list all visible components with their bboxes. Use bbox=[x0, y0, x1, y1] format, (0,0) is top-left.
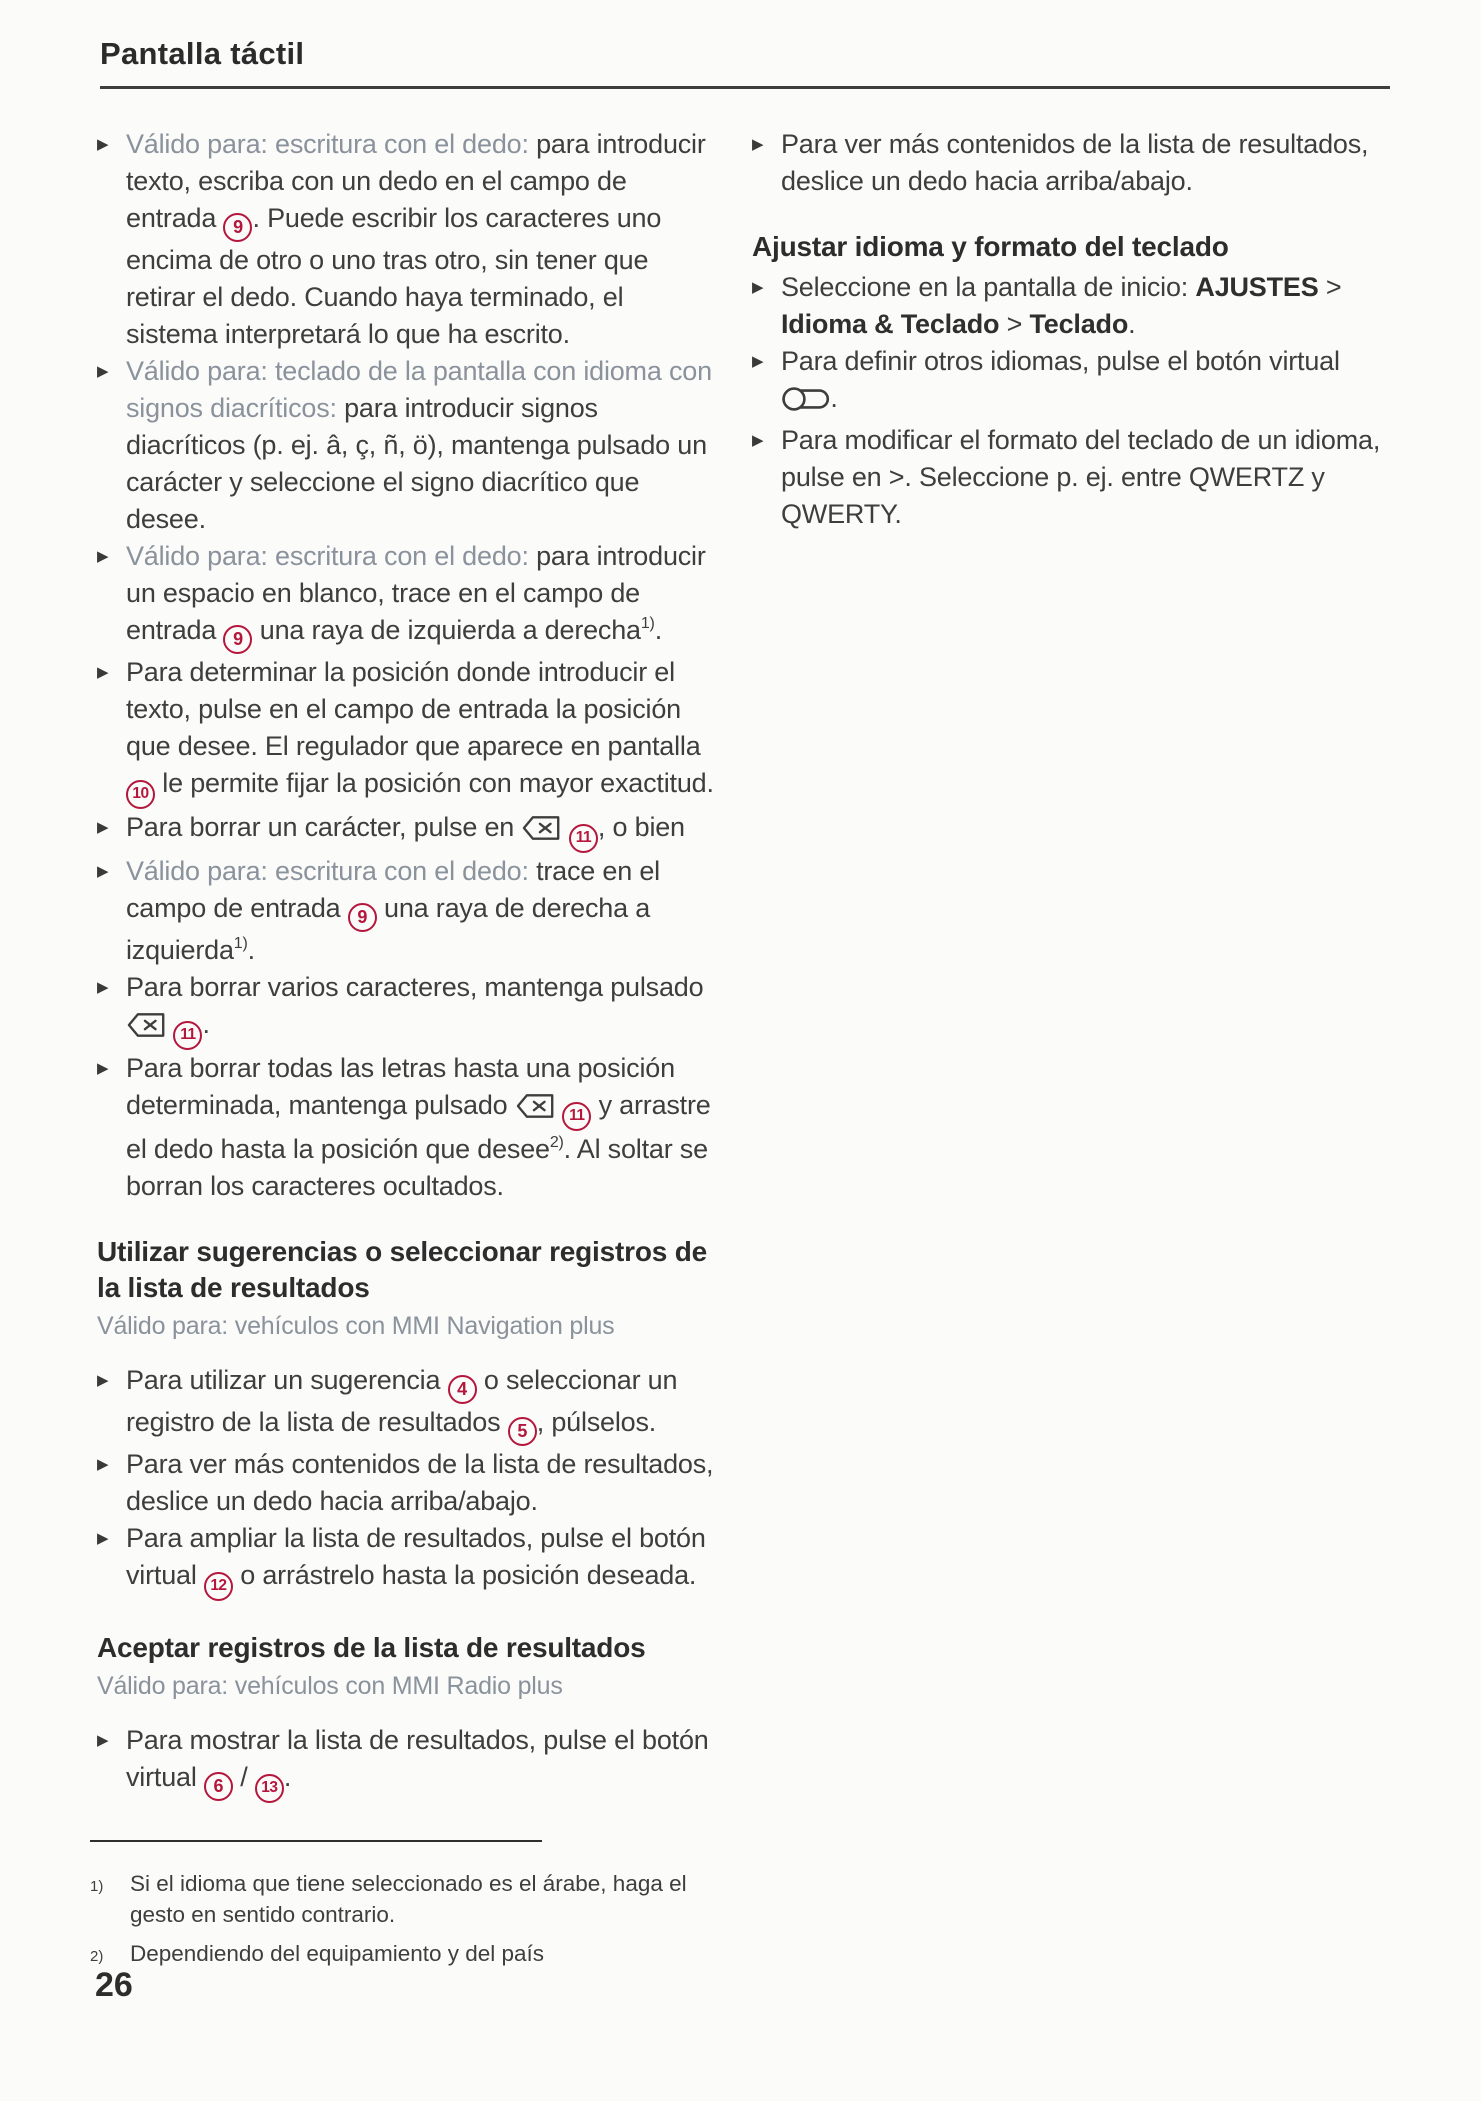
footnote-rule bbox=[90, 1840, 542, 1842]
bullet-item bbox=[97, 538, 722, 654]
bullet-triangle-icon: ▶ bbox=[97, 1530, 109, 1547]
callout-6-badge: 6 bbox=[204, 1772, 233, 1801]
bullet-triangle-icon: ▶ bbox=[97, 1372, 109, 1389]
page-number: 26 bbox=[95, 1966, 133, 2004]
bullet-group-text-input bbox=[97, 126, 722, 1205]
bullet-item bbox=[97, 654, 722, 809]
callout-9-badge: 9 bbox=[348, 903, 377, 932]
bullet-triangle-icon: ▶ bbox=[97, 863, 109, 880]
bullet-triangle-icon: ▶ bbox=[97, 979, 109, 996]
text-run: . bbox=[1128, 309, 1136, 339]
text-run: Para ampliar la lista de resultados, pulse el botón virtual bbox=[126, 1523, 706, 1590]
bullet-item bbox=[97, 126, 722, 353]
bullet-group-continued bbox=[752, 126, 1392, 200]
bullet-text bbox=[126, 972, 704, 1043]
bullet-triangle-icon: ▶ bbox=[97, 1060, 109, 1077]
callout-9-badge: 9 bbox=[223, 625, 252, 654]
section-title-keyboard: Ajustar idioma y formato del teclado bbox=[752, 231, 1229, 262]
bullet-text bbox=[126, 1365, 678, 1441]
bullet-text bbox=[126, 356, 712, 534]
left-column bbox=[97, 126, 722, 1803]
callout-13-badge: 13 bbox=[255, 1774, 284, 1803]
right-column bbox=[752, 126, 1392, 533]
bullet-triangle-icon: ▶ bbox=[97, 664, 109, 681]
callout-4-badge: 4 bbox=[448, 1375, 477, 1404]
bullet-text bbox=[126, 129, 706, 349]
bullet-item bbox=[97, 969, 722, 1050]
bullet-item bbox=[97, 353, 722, 538]
footnote-2 bbox=[90, 1938, 690, 1969]
bullet-triangle-icon: ▶ bbox=[752, 432, 764, 449]
header-rule bbox=[100, 86, 1390, 89]
backspace-icon bbox=[515, 1092, 555, 1129]
callout-12-badge: 12 bbox=[204, 1572, 233, 1601]
bullet-text bbox=[126, 1523, 706, 1594]
text-run: . Puede escribir los caracteres uno encima de otro o uno tras otro, sin tener que retirar el dedo. Cuando haya terminado, el sistema interpretará lo que ha escrito. bbox=[126, 203, 662, 349]
bullet-text bbox=[126, 812, 685, 846]
text-run: . bbox=[283, 1762, 292, 1792]
text-run: Para mostrar la lista de resultados, pulse el botón virtual bbox=[126, 1725, 709, 1792]
text-run bbox=[562, 812, 569, 842]
text-run: y arrastre el dedo hasta la posición que desee bbox=[126, 1090, 711, 1164]
text-run: Para utilizar un sugerencia bbox=[126, 1365, 448, 1395]
callout-10-badge: 10 bbox=[126, 780, 155, 809]
bullet-item bbox=[752, 269, 1392, 343]
bullet-text bbox=[781, 346, 1340, 413]
text-run bbox=[166, 1009, 173, 1039]
footnote-1 bbox=[90, 1868, 690, 1930]
footnote-reference: 1) bbox=[233, 935, 248, 952]
bullet-text bbox=[126, 1449, 713, 1516]
text-run: una raya de derecha a izquierda bbox=[126, 893, 651, 965]
bullet-text bbox=[126, 1725, 709, 1796]
text-run: para introducir texto, escriba con un dedo en el campo de entrada bbox=[126, 129, 706, 233]
bullet-item bbox=[97, 1722, 722, 1803]
page-title: Pantalla táctil bbox=[100, 36, 305, 71]
text-run: Para borrar un carácter, pulse en bbox=[126, 812, 522, 842]
valid-for-inline-label: Válido para: escritura con el dedo: bbox=[126, 541, 537, 571]
text-run bbox=[555, 1090, 562, 1120]
bullet-triangle-icon: ▶ bbox=[752, 279, 764, 296]
bullet-triangle-icon: ▶ bbox=[97, 363, 109, 380]
bullet-item bbox=[97, 809, 722, 853]
bullet-item bbox=[752, 422, 1392, 533]
bullet-item bbox=[97, 1362, 722, 1446]
text-run: > bbox=[999, 309, 1030, 339]
text-run: . bbox=[654, 615, 662, 645]
callout-5-badge: 5 bbox=[508, 1417, 537, 1446]
bullet-item bbox=[752, 126, 1392, 200]
text-run: . bbox=[247, 935, 255, 965]
text-run: . Al soltar se borran los caracteres ocultados. bbox=[126, 1134, 708, 1201]
text-run: le permite fijar la posición con mayor exactitud. bbox=[155, 768, 714, 798]
callout-9-badge: 9 bbox=[223, 213, 252, 242]
bullet-item bbox=[97, 853, 722, 969]
bullet-text bbox=[781, 129, 1368, 196]
section-title-accept: Aceptar registros de la lista de resultados bbox=[97, 1632, 646, 1663]
menu-path-segment: AJUSTES bbox=[1195, 272, 1319, 302]
text-run: / bbox=[232, 1762, 255, 1792]
footnote-reference: 1) bbox=[640, 615, 655, 632]
valid-for-inline-label: Válido para: escritura con el dedo: bbox=[126, 129, 537, 159]
footnote-2-text: Dependiendo del equipamiento y del país bbox=[130, 1941, 545, 1966]
bullet-triangle-icon: ▶ bbox=[97, 136, 109, 153]
footnote-1-text: Si el idioma que tiene seleccionado es el árabe, haga el gesto en sentido contrario. bbox=[130, 1871, 687, 1927]
bullet-item bbox=[97, 1446, 722, 1520]
bullet-triangle-icon: ▶ bbox=[752, 136, 764, 153]
text-run: . bbox=[202, 1009, 210, 1039]
bullet-group-accept bbox=[97, 1722, 722, 1803]
footnote-2-marker: 2) bbox=[90, 1948, 104, 1965]
text-run: o seleccionar un registro de la lista de resultados bbox=[126, 1365, 678, 1437]
bullet-text bbox=[126, 856, 660, 965]
valid-for-navigation-plus: Válido para: vehículos con MMI Navigation plus bbox=[97, 1312, 615, 1340]
bullet-group-suggestions bbox=[97, 1362, 722, 1601]
text-run: Para ver más contenidos de la lista de resultados, deslice un dedo hacia arriba/abajo. bbox=[781, 129, 1369, 196]
text-run: una raya de izquierda a derecha bbox=[252, 615, 641, 645]
toggle-icon bbox=[781, 385, 830, 422]
text-run: trace en el campo de entrada bbox=[126, 856, 660, 923]
text-run: Para borrar todas las letras hasta una posición determinada, mantenga pulsado bbox=[126, 1053, 675, 1120]
valid-for-inline-label: Válido para: escritura con el dedo: bbox=[126, 856, 537, 886]
footnote-reference: 2) bbox=[549, 1134, 564, 1151]
bullet-text bbox=[781, 272, 1341, 339]
menu-path-segment: Idioma & Teclado bbox=[781, 309, 1000, 339]
text-run: , o bien bbox=[597, 812, 685, 842]
text-run: Seleccione en la pantalla de inicio: bbox=[781, 272, 1196, 302]
footnotes bbox=[90, 1840, 690, 1977]
bullet-triangle-icon: ▶ bbox=[97, 819, 109, 836]
valid-for-inline-label: Válido para: teclado de la pantalla con idioma con signos diacríticos: bbox=[126, 356, 712, 423]
text-run: Para definir otros idiomas, pulse el botón virtual bbox=[781, 346, 1340, 376]
bullet-triangle-icon: ▶ bbox=[97, 548, 109, 565]
callout-11-badge: 11 bbox=[173, 1021, 202, 1050]
callout-11-badge: 11 bbox=[562, 1102, 591, 1131]
text-run: Para borrar varios caracteres, mantenga pulsado bbox=[126, 972, 704, 1002]
bullet-text bbox=[126, 657, 714, 802]
valid-for-radio-plus: Válido para: vehículos con MMI Radio plus bbox=[97, 1672, 563, 1700]
bullet-item bbox=[752, 343, 1392, 422]
bullet-item bbox=[97, 1050, 722, 1205]
text-run: Para determinar la posición donde introducir el texto, pulse en el campo de entrada la posición que desee. El regulador que aparece en pantalla bbox=[126, 657, 701, 761]
text-run: Para modificar el formato del teclado de un idioma, pulse en >. Seleccione p. ej. entre QWERTZ y QWERTY. bbox=[781, 425, 1381, 529]
bullet-triangle-icon: ▶ bbox=[97, 1732, 109, 1749]
text-run: > bbox=[1318, 272, 1342, 302]
backspace-icon bbox=[126, 1011, 166, 1048]
bullet-triangle-icon: ▶ bbox=[97, 1456, 109, 1473]
text-run: para introducir un espacio en blanco, trace en el campo de entrada bbox=[126, 541, 706, 645]
text-run: Para ver más contenidos de la lista de resultados, deslice un dedo hacia arriba/abajo. bbox=[126, 1449, 714, 1516]
footnote-1-marker: 1) bbox=[90, 1878, 104, 1895]
menu-path-segment: Teclado bbox=[1029, 309, 1129, 339]
text-run: para introducir signos diacríticos (p. ej. â, ç, ñ, ö), mantenga pulsado un carácter y seleccione el signo diacrítico que desee. bbox=[126, 393, 707, 534]
text-run: o arrástrelo hasta la posición deseada. bbox=[232, 1560, 697, 1590]
bullet-text bbox=[126, 541, 706, 649]
text-run: . bbox=[830, 383, 838, 413]
callout-11-badge: 11 bbox=[569, 824, 598, 853]
bullet-triangle-icon: ▶ bbox=[752, 353, 764, 370]
bullet-item bbox=[97, 1520, 722, 1601]
bullet-group-keyboard bbox=[752, 269, 1392, 533]
bullet-text bbox=[126, 1053, 711, 1201]
bullet-text bbox=[781, 425, 1380, 529]
section-title-suggestions: Utilizar sugerencias o seleccionar registros de la lista de resultados bbox=[97, 1236, 707, 1303]
backspace-icon bbox=[521, 814, 561, 851]
text-run: , púlselos. bbox=[536, 1407, 657, 1437]
